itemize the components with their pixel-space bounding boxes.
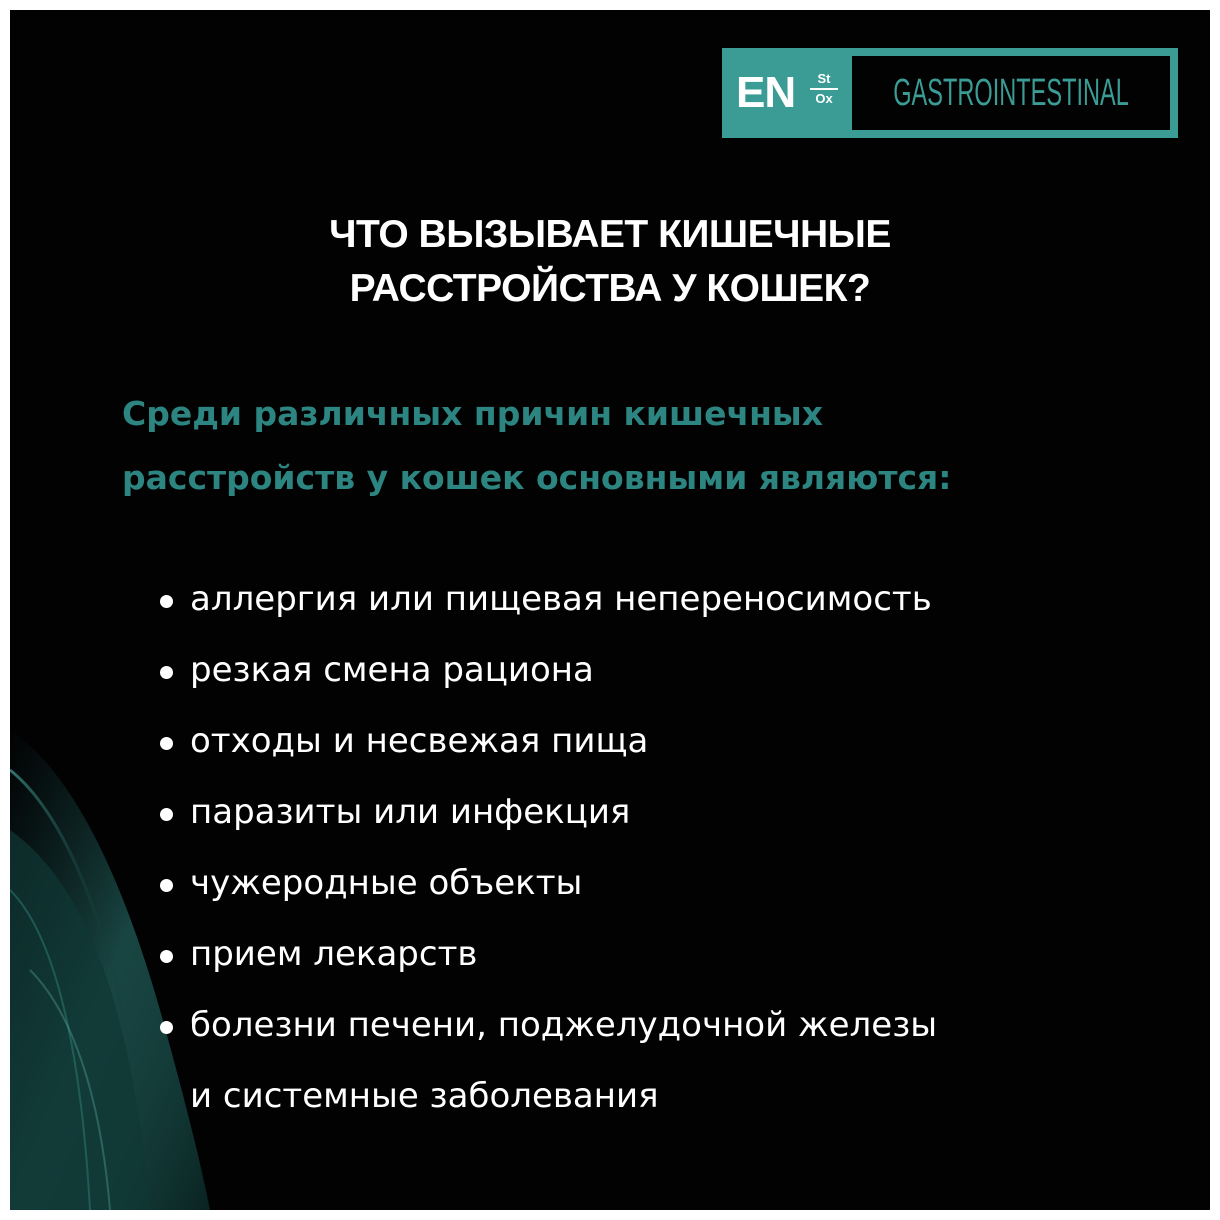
list-item-text: отходы и несвежая пища — [190, 721, 649, 761]
list-item-text: аллергия или пищевая непереносимость — [190, 579, 932, 619]
bullet-icon — [160, 737, 173, 750]
badge-name: GASTROINTESTINAL — [893, 71, 1129, 114]
list-item-text: прием лекарств — [190, 934, 478, 974]
list-item — [158, 706, 1198, 777]
page-title — [10, 208, 1210, 316]
badge-stox-top: St — [810, 70, 838, 90]
badge-stox-bottom: Ox — [815, 91, 833, 106]
bullet-icon — [160, 950, 173, 963]
causes-list — [158, 564, 1198, 1132]
title-line-2: РАССТРОЙСТВА У КОШЕК? — [349, 267, 871, 310]
list-item-text: и системные заболевания — [190, 1076, 659, 1116]
list-item — [158, 848, 1198, 919]
bullet-icon — [160, 1021, 173, 1034]
title-line-1: ЧТО ВЫЗЫВАЕТ КИШЕЧНЫЕ — [329, 213, 891, 256]
list-item-text: резкая смена рациона — [190, 650, 594, 690]
list-item — [158, 635, 1198, 706]
bullet-icon — [160, 595, 173, 608]
bullet-icon — [160, 808, 173, 821]
list-item-continuation — [158, 1061, 1198, 1132]
list-item — [158, 777, 1198, 848]
list-item-text: паразиты или инфекция — [190, 792, 631, 832]
bullet-icon — [160, 879, 173, 892]
badge-stox-mark — [810, 70, 838, 116]
badge-en-text: EN — [736, 68, 796, 117]
intro-line-1: Среди различных причин кишечных — [122, 394, 824, 433]
badge-name-box — [852, 56, 1170, 130]
bullet-icon — [160, 666, 173, 679]
intro-line-2: расстройств у кошек основными являются: — [122, 458, 952, 497]
poster — [10, 10, 1210, 1210]
list-item — [158, 919, 1198, 990]
intro-text — [122, 382, 1182, 510]
list-item-text: чужеродные объекты — [190, 863, 583, 903]
list-item — [158, 990, 1198, 1061]
list-item — [158, 564, 1198, 635]
list-item-text: болезни печени, поджелудочной железы — [190, 1005, 938, 1045]
gastrointestinal-badge — [722, 48, 1178, 138]
